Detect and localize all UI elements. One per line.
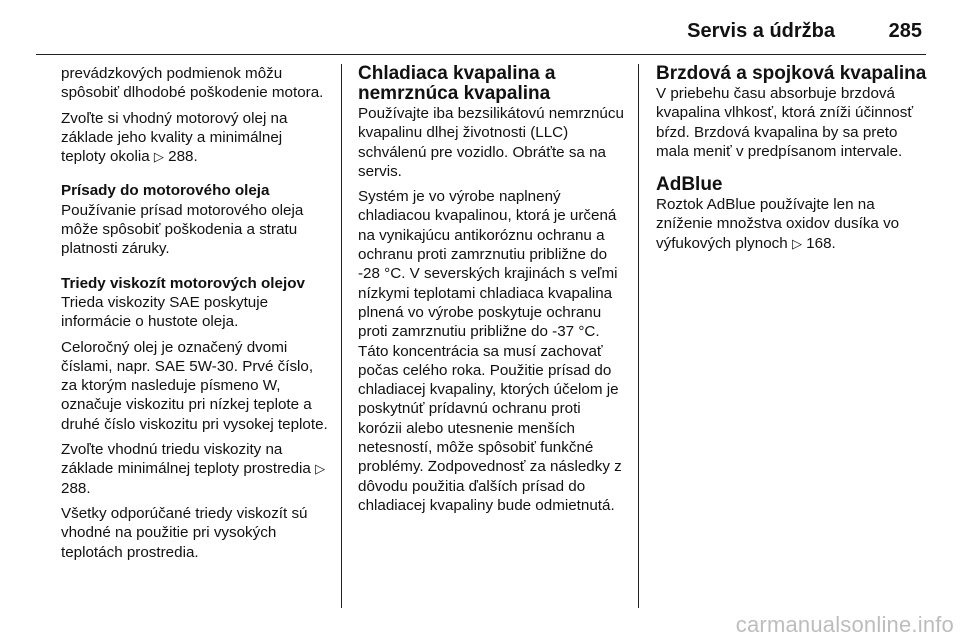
page-reference-link[interactable]: 288.	[61, 479, 91, 497]
paragraph-continued: prevádzkových podmienok môžu spôsobiť dlhodobé poškodenie motora.	[61, 65, 324, 102]
heading-adblue: AdBlue	[656, 174, 723, 196]
page-reference-link[interactable]: 288.	[168, 148, 198, 166]
heading-brake-fluid: Brzdová a spojková kvapalina	[656, 63, 927, 84]
paragraph-adblue: Roztok AdBlue používajte len na zníženie množstva oxidov dusíka vo výfukových plynoch ▷ 168.	[656, 196, 900, 252]
paragraph-coolant-type: Používajte iba bezsilikátovú nemrznúcu kvapalinu dlhej životnosti (LLC) schválenú pre vozidlo. Obráťte sa na servis.	[358, 105, 624, 180]
paragraph-coolant-protection: Systém je vo výrobe naplnený chladiacou kvapalinou, ktorá je určená na vynikajúcu antikoróznu ochranu a ochranu proti zamrznutiu približne do -28 °C. V severských krajinách s veľmi nízkymi teplotami chladiaca kvapalina plnená vo výrobe poskytuje ochranu proti zamrznutiu približne do -37 °C. Táto koncentrácia sa musí zachovať počas celého roka. Použitie prísad do chladiacej kvapaliny, ktorých účelom je poskytnúť prídavnú ochranu proti korózii alebo utesnenie menších netesností, môže spôsobiť funkčné problémy. Zodpovednosť za následky z dôvodu použitia ďalších prísad do chladiacej kvapaliny bude odmietnutá.	[358, 188, 622, 514]
paragraph-high-temp: Všetky odporúčané triedy viskozít sú vhodné na použitie pri vysokých teplotách prostredia.	[61, 504, 308, 561]
header-rule	[36, 54, 926, 55]
column-divider	[341, 64, 342, 608]
subheading-additives: Prísady do motorového oleja	[61, 182, 270, 200]
paragraph-additives: Používanie prísad motorového oleja môže spôsobiť poškodenia a stratu platnosti záruky.	[61, 201, 304, 258]
paragraph-brake-fluid: V priebehu času absorbuje brzdová kvapalina vlhkosť, ktorá zníži účinnosť bŕzd. Brzdová kvapalina by sa preto mala meniť v predpísanom intervale.	[656, 85, 914, 160]
section-title: Servis a údržba	[687, 20, 835, 42]
heading-coolant: Chladiaca kvapalina a nemrznúca kvapalina	[358, 63, 556, 104]
page-reference-link[interactable]: 168.	[806, 234, 836, 252]
paragraph-sae: Trieda viskozity SAE poskytuje informácie o hustote oleja.	[61, 293, 269, 331]
paragraph-multigrade: Celoročný olej je označený dvomi číslami, napr. SAE 5W-30. Prvé číslo, za ktorým nasleduje písmeno W, označuje viskozitu pri nízkej teplote a druhé číslo viskozitu pri vysokej teplote.	[61, 338, 328, 433]
cross-reference-arrow-icon: ▷	[791, 235, 802, 251]
page-number: 285	[888, 20, 922, 42]
column-divider	[638, 64, 639, 608]
column-3	[656, 64, 928, 259]
column-2	[358, 64, 628, 521]
cross-reference-arrow-icon: ▷	[153, 149, 164, 165]
paragraph-viscosity-choice: Zvoľte vhodnú triedu viskozity na základe minimálnej teploty prostredia ▷ 288.	[61, 441, 326, 497]
paragraph-oil-choice: Zvoľte si vhodný motorový olej na základe jeho kvality a minimálnej teploty okolia ▷ 288.	[61, 109, 288, 166]
page-header	[0, 0, 960, 52]
subheading-viscosity: Triedy viskozít motorových olejov	[61, 274, 305, 292]
watermark: carmanualsonline.info	[735, 612, 954, 637]
cross-reference-arrow-icon: ▷	[315, 461, 326, 477]
column-1	[61, 64, 329, 568]
